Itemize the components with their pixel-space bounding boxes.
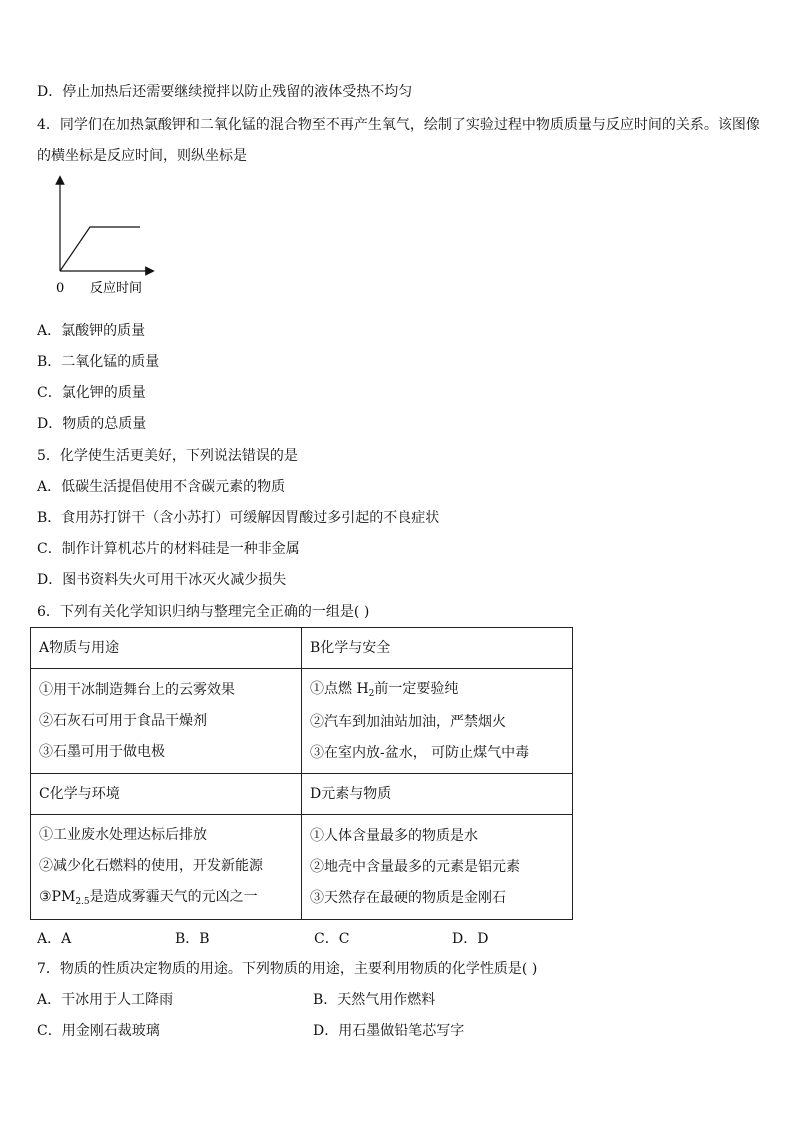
q7-option-a: A．干冰用于人工降雨 xyxy=(37,992,174,1008)
cell-d-body xyxy=(302,815,573,920)
b-item-1-sub: 2 xyxy=(368,688,375,699)
c-item-1: ①工业废水处理达标后排放 xyxy=(39,826,207,843)
q4-stem-line-1: 4．同学们在加热氯酸钾和二氧化锰的混合物至不再产生氧气，绘制了实验过程中物质质量与反应时间的关系。该图像 xyxy=(37,117,760,133)
a-item-1: ①用干冰制造舞台上的云雾效果 xyxy=(39,681,235,698)
q5-option-d: D．图书资料失火可用干冰灭火减少损失 xyxy=(37,572,287,588)
q6-option-c: C．C xyxy=(314,931,350,947)
q4-option-c: C．氯化钾的质量 xyxy=(37,385,146,401)
cell-b-head: B化学与安全 xyxy=(302,628,573,669)
q6-stem: 6．下列有关化学知识归纳与整理完全正确的一组是( ) xyxy=(37,604,370,620)
q6-option-d: D．D xyxy=(452,931,489,947)
q5-option-c: C．制作计算机芯片的材料硅是一种非金属 xyxy=(37,541,300,557)
b-item-3: ③在室内放-盆水， 可防止煤气中毒 xyxy=(310,744,530,761)
c-item-3-post: 是造成雾霾天气的元凶之一 xyxy=(89,888,258,905)
q6-option-a: A．A xyxy=(37,931,72,947)
q4-graph-svg xyxy=(50,172,160,297)
q7-option-d: D．用石墨做铅笔芯写字 xyxy=(313,1023,465,1039)
q6-table xyxy=(30,627,573,920)
table-row xyxy=(31,774,573,815)
q5-option-b: B．食用苏打饼干（含小苏打）可缓解因胃酸过多引起的不良症状 xyxy=(37,510,440,526)
b-item-1-post: 前一定要验纯 xyxy=(374,680,459,697)
b-item-2: ②汽车到加油站加油，严禁烟火 xyxy=(310,713,506,730)
c-item-3 xyxy=(39,882,293,915)
x-axis-label: 反应时间 xyxy=(90,281,143,296)
d-item-3: ③天然存在最硬的物质是金刚石 xyxy=(310,889,506,906)
origin-label: 0 xyxy=(56,281,65,296)
q4-graph xyxy=(50,172,160,297)
table-row xyxy=(31,669,573,774)
q4-option-b: B．二氧化锰的质量 xyxy=(37,354,160,370)
table-row xyxy=(31,815,573,920)
q5-option-a: A．低碳生活提倡使用不含碳元素的物质 xyxy=(37,479,286,495)
q7-option-b: B．天然气用作燃料 xyxy=(313,992,436,1008)
c-item-3-sub: 2.5 xyxy=(75,896,90,907)
q4-option-d: D．物质的总质量 xyxy=(37,416,147,432)
d-item-2: ②地壳中含量最多的元素是铝元素 xyxy=(310,858,520,875)
a-item-2: ②石灰石可用于食品干燥剂 xyxy=(39,712,207,729)
q6-option-b: B．B xyxy=(175,931,210,947)
cell-a-head: A物质与用途 xyxy=(31,628,302,669)
d-item-1: ①人体含量最多的物质是水 xyxy=(310,827,478,844)
q7-stem: 7．物质的性质决定物质的用途。下列物质的用途，主要利用物质的化学性质是( ) xyxy=(37,961,538,977)
table-row xyxy=(31,628,573,669)
q4-option-a: A．氯酸钾的质量 xyxy=(37,323,146,339)
q4-stem-line-2: 的横坐标是反应时间，则纵坐标是 xyxy=(37,148,247,164)
cell-a-body xyxy=(31,669,302,774)
a-item-3: ③石墨可用于做电极 xyxy=(39,743,165,760)
b-item-1-pre: ①点燃 H xyxy=(310,680,369,697)
c-item-3-pre: ③PM xyxy=(39,888,76,905)
q7-option-c: C．用金刚石裁玻璃 xyxy=(37,1023,160,1039)
cell-c-body xyxy=(31,815,302,920)
c-item-2: ②减少化石燃料的使用，开发新能源 xyxy=(39,857,263,874)
graph-curve xyxy=(60,227,140,271)
b-item-1 xyxy=(310,674,564,707)
cell-d-head: D元素与物质 xyxy=(302,774,573,815)
q5-stem: 5．化学使生活更美好，下列说法错误的是 xyxy=(37,448,298,464)
cell-c-head: C化学与环境 xyxy=(31,774,302,815)
q3-option-d: D．停止加热后还需要继续搅拌以防止残留的液体受热不均匀 xyxy=(37,84,413,100)
cell-b-body xyxy=(302,669,573,774)
